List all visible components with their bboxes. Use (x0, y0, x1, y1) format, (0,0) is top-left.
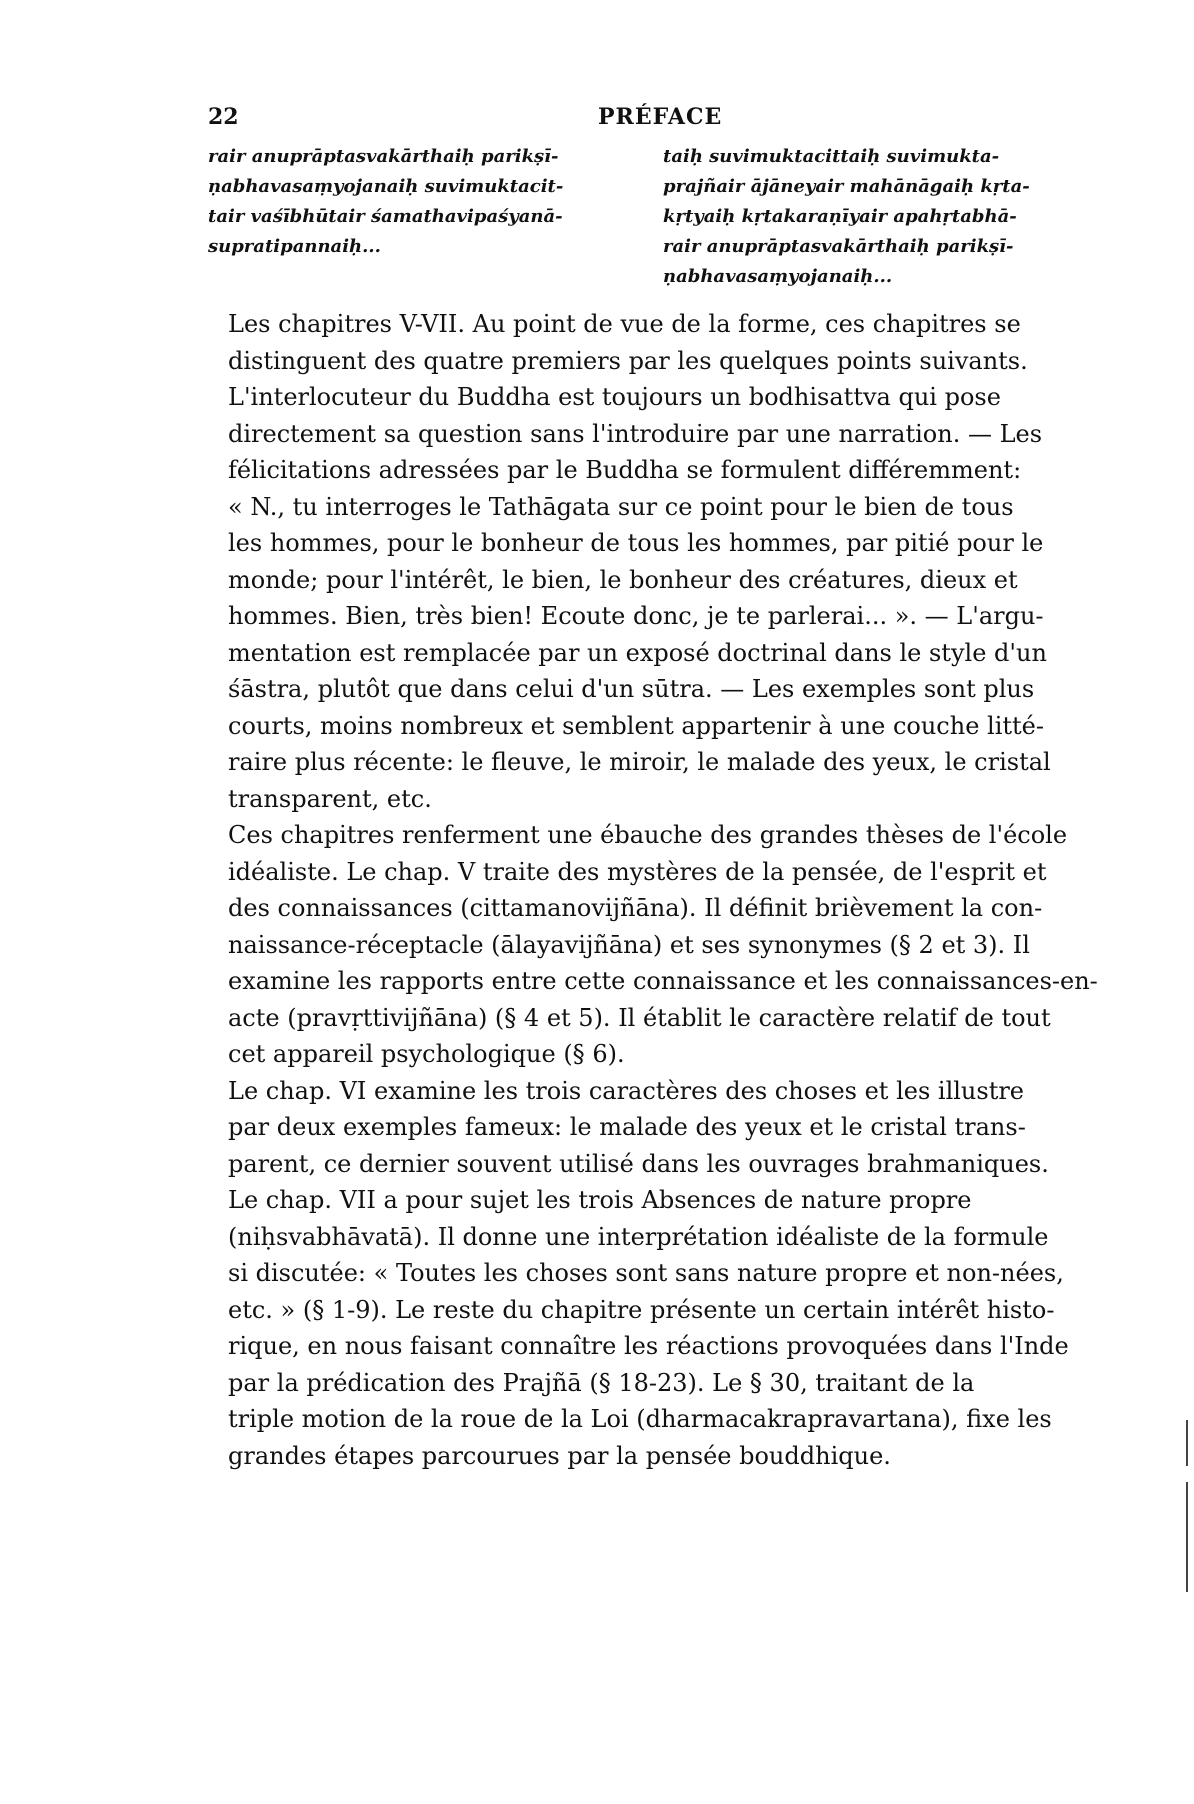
text-line: mentation est remplacée par un exposé doctrinal dans le style d'un (228, 638, 1047, 667)
text-line: (niḥsvabhāvatā). Il donne une interprétation idéaliste de la formule (228, 1222, 1049, 1251)
text-line: hommes. Bien, très bien! Ecoute donc, je te parlerai... ». — L'argu- (228, 602, 1044, 630)
text-line: par deux exemples fameux: le malade des yeux et le cristal trans- (228, 1113, 1026, 1141)
text-line: etc. » (§ 1-9). Le reste du chapitre présente un certain intérêt histo- (228, 1295, 1055, 1324)
left-column-line: ṇabhavasaṃyojanaiḥ suvimuktacit- (208, 176, 564, 197)
paragraph-chapter-vii (208, 1182, 1088, 1474)
text-line: des connaissances (cittamanovijñāna). Il définit brièvement la con- (228, 894, 1043, 922)
paragraph-chapters-v-vii (208, 306, 1088, 817)
text-line: idéaliste. Le chap. V traite des mystères de la pensée, de l'esprit et (228, 857, 1047, 886)
text-line: acte (pravṛttivijñāna) (§ 4 et 5). Il établit le caractère relatif de tout (228, 1003, 1051, 1032)
text-line: L'interlocuteur du Buddha est toujours un bodhisattva qui pose (228, 383, 1001, 411)
body-text (208, 306, 1098, 1474)
left-column-line: supratipannaiḥ... (208, 236, 381, 257)
text-line: grandes étapes parcourues par la pensée bouddhique. (228, 1441, 891, 1470)
text-line: Les chapitres V-VII. Au point de vue de la forme, ces chapitres se (228, 310, 1021, 338)
text-line: si discutée: « Toutes les choses sont sans nature propre et non-nées, (228, 1259, 1064, 1287)
text-line: naissance-réceptacle (ālayavijñāna) et ses synonymes (§ 2 et 3). Il (228, 930, 1030, 959)
text-line: par la prédication des Prajñā (§ 18-23). Le § 30, traitant de la (228, 1368, 975, 1397)
text-line: Ces chapitres renferment une ébauche des grandes thèses de l'école (228, 821, 1068, 849)
text-line: monde; pour l'intérêt, le bien, le bonheur des créatures, dieux et (228, 565, 1018, 594)
right-column-line: kṛtyaiḥ kṛtakaraṇīyair apahṛtabhā- (663, 206, 1017, 227)
paragraph-idealist-theses (208, 817, 1098, 1073)
margin-mark (1186, 1420, 1188, 1466)
page-number: 22 (208, 104, 239, 130)
text-line: śāstra, plutôt que dans celui d'un sūtra. — Les exemples sont plus (228, 675, 1035, 703)
text-line: les hommes, pour le bonheur de tous les hommes, par pitié pour le (228, 529, 1044, 557)
text-line: parent, ce dernier souvent utilisé dans les ouvrages brahmaniques. (228, 1149, 1049, 1178)
text-line: cet appareil psychologique (§ 6). (228, 1040, 625, 1068)
text-line: Le chap. VII a pour sujet les trois Absences de nature propre (228, 1186, 972, 1214)
text-line: courts, moins nombreux et semblent appartenir à une couche litté- (228, 711, 1044, 740)
margin-mark (1186, 1482, 1188, 1592)
right-column-line: rair anuprāptasvakārthaiḥ parikṣī- (663, 236, 1014, 257)
left-column-line: rair anuprāptasvakārthaiḥ parikṣī- (208, 146, 559, 167)
left-column (208, 142, 633, 292)
text-line: « N., tu interroges le Tathāgata sur ce point pour le bien de tous (228, 492, 1014, 521)
text-line: distinguent des quatre premiers par les quelques points suivants. (228, 346, 1028, 375)
right-column (663, 142, 1088, 292)
text-line: transparent, etc. (228, 784, 432, 813)
running-title: PRÉFACE (598, 104, 723, 130)
page (208, 92, 1098, 1474)
text-line: directement sa question sans l'introduire par une narration. — Les (228, 419, 1043, 448)
paragraph-chapter-vi (208, 1073, 1088, 1183)
sanskrit-columns (208, 142, 1088, 292)
text-line: félicitations adressées par le Buddha se formulent différemment: (228, 456, 1022, 484)
left-column-line: tair vaśībhūtair śamathavipaśyanā- (208, 206, 563, 227)
text-line: triple motion de la roue de la Loi (dharmacakrapravartana), fixe les (228, 1405, 1052, 1433)
text-line: raire plus récente: le fleuve, le miroir, le malade des yeux, le cristal (228, 748, 1051, 776)
text-line: examine les rapports entre cette connaissance et les connaissances-en- (228, 967, 1098, 995)
right-column-line: taiḥ suvimuktacittaiḥ suvimukta- (663, 146, 1000, 167)
right-column-line: ṇabhavasaṃyojanaiḥ... (663, 266, 893, 287)
page-header (208, 92, 1088, 132)
right-column-line: prajñair ājāneyair mahānāgaiḥ kṛta- (663, 176, 1030, 197)
text-line: rique, en nous faisant connaître les réactions provoquées dans l'Inde (228, 1332, 1069, 1360)
text-line: Le chap. VI examine les trois caractères des choses et les illustre (228, 1076, 1025, 1105)
